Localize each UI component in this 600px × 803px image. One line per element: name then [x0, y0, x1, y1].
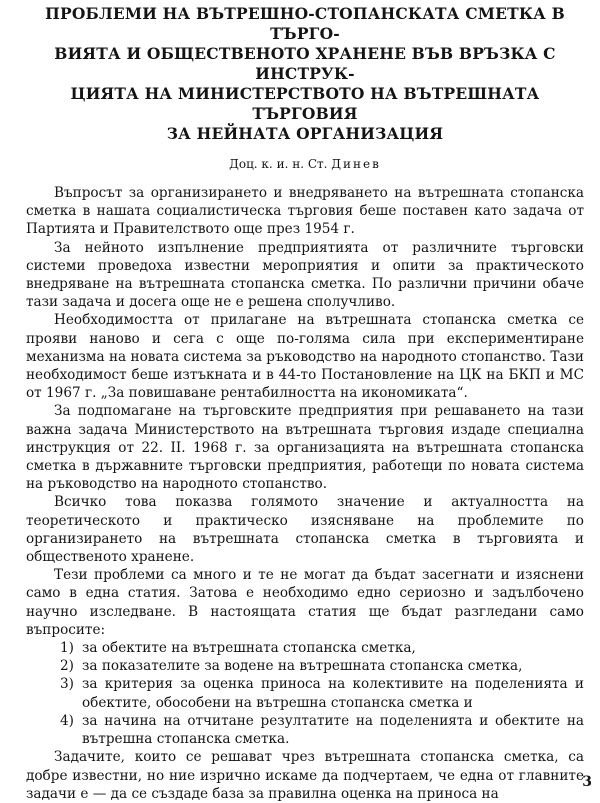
- author-credentials: Доц. к. и. н. Ст.: [229, 157, 328, 171]
- title-line: ЗА НЕЙНАТА ОРГАНИЗАЦИЯ: [166, 124, 444, 143]
- list-item: [60, 639, 584, 657]
- list-item-text: за обектите на вътрешната стопанска сметка,: [82, 640, 416, 657]
- paragraph: Всичко това показва голямото значение и актуалността на теоретическото и практическо изясняване на проблемите по организирането на вътрешната стопанска сметка в търговията и общественото хранене.: [26, 494, 584, 566]
- list-item: [60, 657, 584, 675]
- author-name: Динев: [331, 157, 381, 171]
- paragraph: Необходимостта от прилагане на вътрешната стопанска сметка се прояви наново и сега с още по-голяма сила при експериментиране механизма на новата система за ръководство на народното стопанство. Тази необходимост беше изтъкната и в 44-то Постановление на ЦК на БКП и МС от 1967 г. „За повишаване рентабилността на икономиката“.: [26, 312, 584, 402]
- list-item-text: за показателите за водене на вътрешната стопанска сметка,: [82, 658, 523, 675]
- list-item-number: 1): [60, 640, 74, 657]
- list-item-number: 3): [60, 676, 74, 693]
- paragraph: За нейното изпълнение предприятията от различните търговски системи проведоха известни мероприятия и опити за практическото внедряване на вътрешната стопанска сметка. По различни причини обаче тази задача и досега още не е решена сполучливо.: [26, 239, 584, 311]
- paragraph: Тези проблеми са много и те не могат да бъдат засегнати и изяснени само в една статия. Затова е необходимо едно сериозно и задълбочено научно изследване. В настоящата статия ще бъдат разгледани само въпросите:: [26, 567, 584, 638]
- title-line: ПРОБЛЕМИ НА ВЪТРЕШНО-СТОПАНСКАТА СМЕТКА В ТЪРГО-: [45, 4, 565, 43]
- list-item: [60, 712, 584, 748]
- author-line: [26, 156, 584, 172]
- paragraph: За подпомагане на търговските предприятия при решаването на тази важна задача Министерството на вътрешната търговия издаде специална инструкция от 22. II. 1968 г. за организацията на вътрешната стопанска сметка в държавните търговски предприятия, работещи по новата система на ръководство на народното стопанство.: [26, 403, 584, 493]
- paragraph: Въпросът за организирането и внедряването на вътрешната стопанска сметка в нашата социалистическа търговия беше поставен като задача от Партията и Правителството още през 1954 г.: [26, 185, 584, 238]
- article-body: [26, 184, 584, 803]
- closing-paragraph: Задачите, които се решават чрез вътрешната стопанска сметка, са добре известни, но ние изрично искаме да подчертаем, че една от главните задачи е — да се създаде база за правилна оценка на приноса на: [26, 749, 584, 802]
- title-line: ВИЯТА И ОБЩЕСТВЕНОТО ХРАНЕНЕ ВЪВ ВРЪЗКА С ИНСТРУК-: [54, 44, 556, 83]
- title-line: ЦИЯТА НА МИНИСТЕРСТВОТО НА ВЪТРЕШНАТА ТЪРГОВИЯ: [70, 84, 540, 123]
- list-item: [60, 675, 584, 711]
- list-item-text: за начина на отчитане резултатите на поделенията и обектите на вътрешна стопанска сметка.: [82, 712, 584, 748]
- article-title: [26, 4, 584, 144]
- list-item-number: 4): [60, 712, 74, 729]
- page-number: 3: [582, 774, 592, 790]
- list-item-text: за критерия за оценка приноса на колективите на поделенията и обектите, обособени на вътрешна стопанска сметка и: [82, 676, 584, 711]
- list-item-number: 2): [60, 658, 74, 675]
- questions-list: [26, 639, 584, 748]
